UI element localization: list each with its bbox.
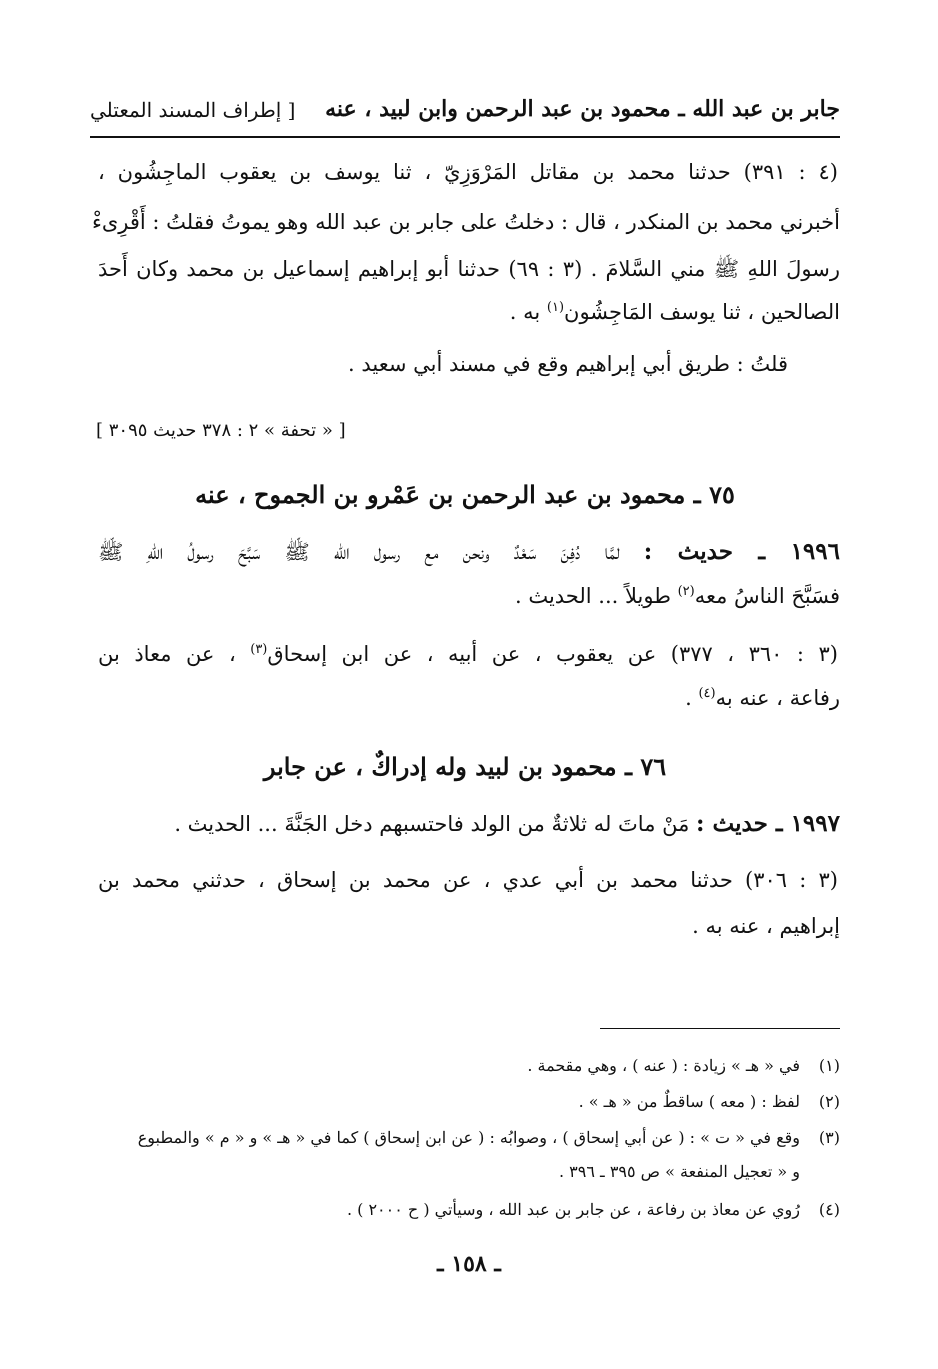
footnote-ref-3: (٣) — [250, 642, 268, 657]
entry-391-line-4-text: الصالحين ، ثنا يوسف المَاجِشُون — [564, 300, 840, 324]
scholar-note: قلتُ : طريق أبي إبراهيم وقع في مسند أبي سعيد . — [348, 352, 788, 376]
isnad-1996-text-2: ، عن معاذ بن — [98, 642, 251, 666]
footnote-3 — [138, 1128, 840, 1147]
isnad-1996-line-1 — [98, 642, 838, 667]
footnote-3-text: وقع في « ت » : ( عن أبي إسحاق ) ، وصوابُه : ( عن ابن إسحاق ) كما في « هـ » و « م » والمطبوع — [137, 1128, 800, 1147]
footnote-3-number: (٣) — [818, 1128, 840, 1147]
tuhfa-reference: [ « تحفة » ٢ : ٣٧٨ حديث ٣٠٩٥ ] — [96, 420, 346, 441]
entry-391-line-4-end: به . — [509, 300, 547, 324]
header-chapter-title: جابر بن عبد الله ـ محمود بن عبد الرحمن وابن لبيد ، عنه — [325, 96, 840, 122]
hadith-1996-text: لمَّا دُفِنَ سَعْدٌ ونحن مع رسول الله ﷺ سَبَّحَ رسولُ اللهِ ﷺ — [98, 540, 644, 564]
footnote-1 — [527, 1056, 840, 1075]
header-book-title: [ إطراف المسند المعتلي — [90, 98, 296, 122]
section-75-title: ٧٥ ـ محمود بن عبد الرحمن بن عَمْرو بن الجموح ، عنه — [195, 480, 735, 509]
footnote-1-text: في « هـ » زيادة : ( عنه ) ، وهي مقحمة . — [527, 1056, 800, 1075]
hadith-1996-line-2 — [515, 584, 840, 609]
section-76-title: ٧٦ ـ محمود بن لبيد وله إدراكٌ ، عن جابر — [263, 752, 667, 781]
footnote-4-text: رُوي عن معاذ بن رفاعة ، عن جابر بن عبد الله ، وسيأتي ( ح ٢٠٠٠ ) . — [346, 1200, 800, 1219]
entry-391-line-3: رسولَ اللهِ ﷺ مني السَّلامَ . (٣ : ٦٩) حدثنا أبو إبراهيم إسماعيل بن محمد وكان أَحدَ — [98, 257, 840, 281]
footnote-4 — [347, 1200, 840, 1219]
hadith-1997-line — [174, 810, 840, 838]
footnote-2-text: لفظ : ( معه ) ساقطٌ من « هـ » . — [578, 1092, 800, 1111]
hadith-1996-text-3: طويلاً ... الحديث . — [514, 584, 678, 608]
hadith-1996-number: ١٩٩٦ ـ حديث : — [643, 538, 840, 565]
hadith-1997-number: ١٩٩٧ ـ حديث : — [696, 810, 840, 837]
entry-391-line-2: أخبرني محمد بن المنكدر ، قال : دخلتُ على جابر بن عبد الله وهو يموتُ فقلتُ : أَقْرِىءْ — [91, 210, 840, 234]
footnote-1-number: (١) — [818, 1056, 840, 1075]
running-header — [90, 96, 840, 134]
isnad-1996-text: (٣ : ٣٦٠ ، ٣٧٧) عن يعقوب ، عن أبيه ، عن ابن إسحاق — [267, 642, 838, 666]
entry-391-line-1: (٤ : ٣٩١) حدثنا محمد بن مقاتل المَرْوَزِيّ ، ثنا يوسف بن يعقوب الماجِشُون ، — [98, 160, 838, 184]
entry-391-line-4 — [510, 300, 840, 325]
header-rule — [90, 136, 840, 138]
footnote-ref-2: (٢) — [677, 584, 695, 599]
footnote-ref-1: (١) — [546, 300, 565, 315]
footnote-2-number: (٢) — [818, 1092, 840, 1111]
page-number: ـ ١٥٨ ـ — [437, 1251, 501, 1277]
isnad-1997-line-1: (٣ : ٣٠٦) حدثنا محمد بن أبي عدي ، عن محمد بن إسحاق ، حدثني محمد بن — [98, 868, 838, 892]
footnote-ref-4: (٤) — [698, 686, 716, 701]
isnad-1997-line-2: إبراهيم ، عنه به . — [692, 914, 840, 938]
footnote-3-continued: و « تعجيل المنفعة » ص ٣٩٥ ـ ٣٩٦ . — [559, 1162, 800, 1181]
hadith-1996-line-1 — [98, 538, 840, 566]
hadith-1997-text: مَنْ ماتَ له ثلاثةٌ من الولد فاحتسبهم دخل الجَنَّةَ ... الحديث . — [174, 812, 697, 836]
footnote-2 — [579, 1092, 840, 1111]
footnote-4-number: (٤) — [818, 1200, 840, 1219]
isnad-1996-text-3: رفاعة ، عنه به — [715, 686, 840, 710]
footnote-rule — [600, 1028, 840, 1029]
isnad-1996-text-4: . — [685, 686, 699, 710]
hadith-1996-text-2: فسَبَّحَ الناسُ معه — [694, 584, 840, 608]
isnad-1996-line-2 — [685, 686, 840, 711]
